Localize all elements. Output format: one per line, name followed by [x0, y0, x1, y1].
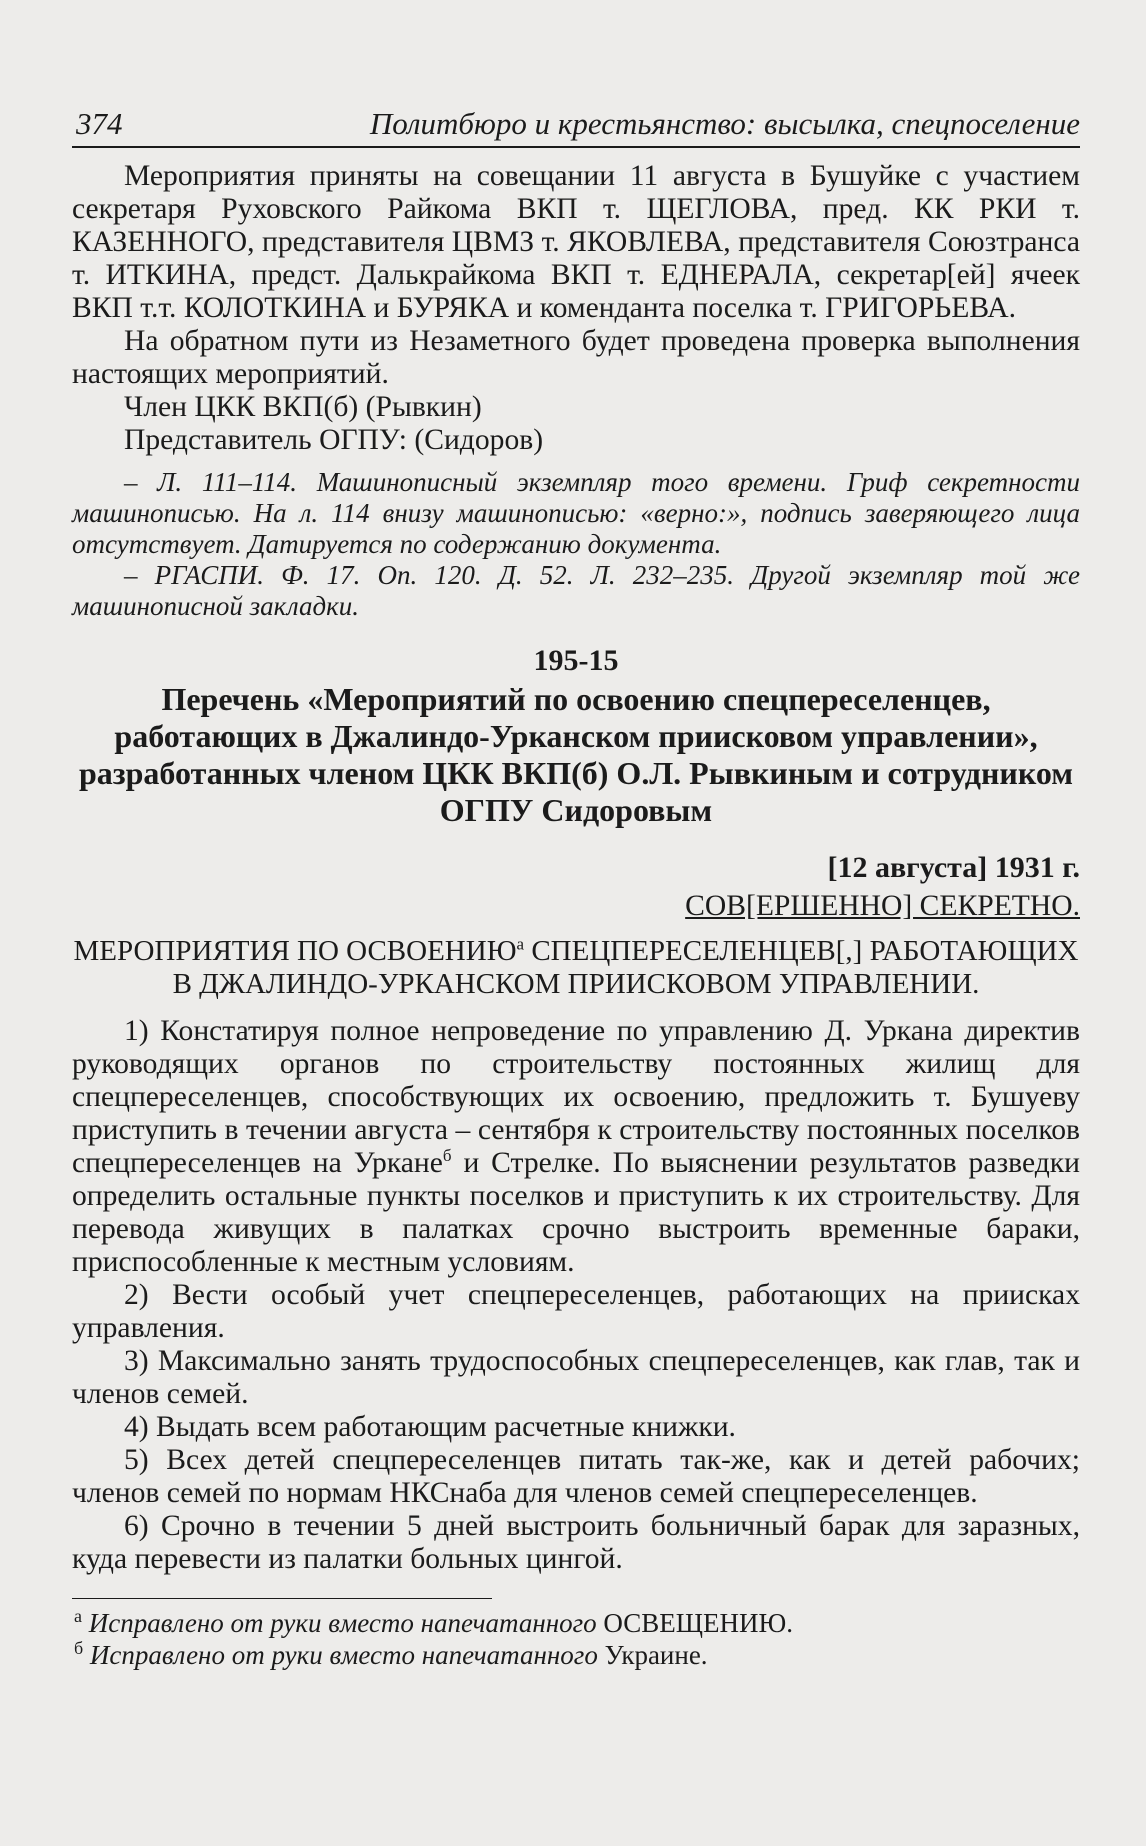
classification-stamp: [72, 890, 1080, 923]
classification-text: СОВ[ЕРШЕННО] СЕКРЕТНО.: [685, 890, 1080, 922]
measure-item-1: [72, 1015, 1080, 1279]
footnote-a: [72, 1607, 1080, 1639]
footnote-word: ОСВЕЩЕНИЮ.: [603, 1608, 793, 1638]
item-1-text: 1) Констатируя полное непроведение по управлению Д. Уркана директив руководящих органов по строительству постоянных жилищ для спецпереселенцев, способствующих их освоению, предложить т. Бушуеву приступить в течении августа – сентября к строительству постоянных поселков спецпереселенцев на Уркане: [72, 1015, 1080, 1179]
page-header: [72, 102, 1080, 148]
footnote-ref-a: а: [516, 934, 525, 954]
measure-item-2: 2) Вести особый учет спецпереселенцев, работающих на приисках управления.: [72, 1279, 1080, 1344]
item-1-text-rest: и Стрелке. По выяснении результатов разведки определить остальные пункты поселков и приступить к их строительству. Для перевода живущих в палатках срочно выстроить временные бараки, приспособленные к местным условиям.: [72, 1147, 1080, 1278]
document-number: 195-15: [533, 644, 619, 677]
footnote-ref-b: б: [442, 1146, 452, 1166]
archival-note: – Л. 111–114. Машинописный экземпляр того времени. Гриф секретности машинописью. На л. 114 внизу машинописью: «верно:», подпись заверяющего лица отсутствует. Датируется по содержанию документа.: [72, 467, 1080, 559]
intro-paragraph-2: На обратном пути из Незаметного будет проведена проверка выполнения настоящих мероприятий.: [72, 325, 1080, 390]
footnote-text: Исправлено от руки вместо напечатанного: [88, 1608, 597, 1638]
footnote-word: Украине.: [604, 1640, 708, 1670]
signature-ckk: Член ЦКК ВКП(б) (Рывкин): [124, 391, 482, 423]
footnote-text: Исправлено от руки вместо напечатанного: [89, 1640, 598, 1670]
page-body: [72, 160, 1080, 1671]
document-heading: [72, 935, 1080, 1001]
measure-item-4: 4) Выдать всем работающим расчетные книжки.: [124, 1411, 736, 1443]
running-title: Политбюро и крестьянство: высылка, спецпоселение: [369, 106, 1080, 141]
footnote-b: [72, 1639, 1080, 1671]
archival-reference: – РГАСПИ. Ф. 17. Оп. 120. Д. 52. Л. 232–235. Другой экземпляр той же машинописной закладки.: [72, 560, 1080, 621]
measure-item-3: 3) Максимально занять трудоспособных спецпереселенцев, как глав, так и членов семей.: [72, 1345, 1080, 1410]
intro-paragraph: Мероприятия приняты на совещании 11 августа в Бушуйке с участием секретаря Руховского Райкома ВКП т. ЩЕГЛОВА, пред. КК РКИ т. КАЗЕННОГО, представителя ЦВМЗ т. ЯКОВЛЕВА, представителя Союзтранса т. ИТКИНА, предст. Далькрайкома ВКП т. ЕДНЕРАЛА, секретар[ей] ячеек ВКП т.т. КОЛОТКИНА и БУРЯКА и коменданта поселка т. ГРИГОРЬЕВА.: [72, 160, 1080, 324]
document-date: [12 августа] 1931 г.: [827, 851, 1080, 884]
footnote-divider: [72, 1598, 492, 1599]
heading-text-rest: СПЕЦПЕРЕСЕЛЕНЦЕВ[,] РАБОТАЮЩИХ В ДЖАЛИНДО-УРКАНСКОМ ПРИИСКОВОМ УПРАВЛЕНИИ.: [172, 935, 1079, 1000]
measure-item-6: 6) Срочно в течении 5 дней выстроить больничный барак для заразных, куда перевести из палатки больных цингой.: [72, 1510, 1080, 1575]
measure-item-5: 5) Всех детей спецпереселенцев питать так-же, как и детей рабочих; членов семей по нормам НКСнаба для членов семей спецпереселенцев.: [72, 1444, 1080, 1509]
footnote-mark: б: [74, 1638, 84, 1658]
page-number: 374: [76, 106, 123, 141]
signature-ogpu: Представитель ОГПУ: (Сидоров): [124, 424, 544, 456]
document-title: Перечень «Мероприятий по освоению спецпереселенцев, работающих в Джалиндо-Урканском приисковом управлении», разработанных членом ЦКК ВКП(б) О.Л. Рывкиным и сотрудником ОГПУ Сидоровым: [78, 681, 1074, 828]
footnote-mark: а: [74, 1606, 82, 1626]
heading-text: МЕРОПРИЯТИЯ ПО ОСВОЕНИЮ: [73, 935, 517, 967]
